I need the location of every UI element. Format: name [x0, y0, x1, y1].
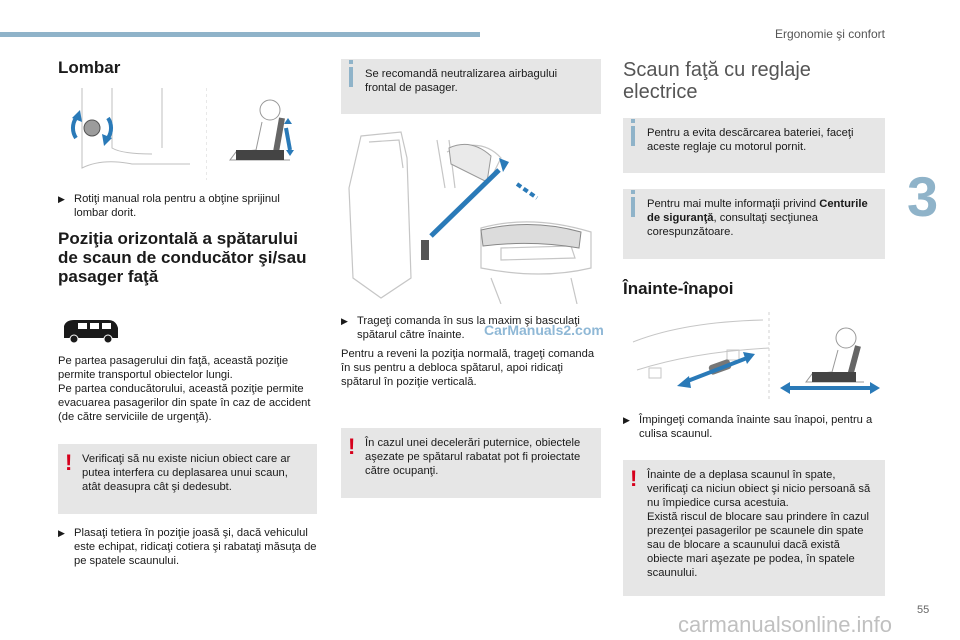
watermark-bottom: carmanualsonline.info	[678, 612, 893, 637]
bullet-arrow-icon: ▶	[58, 194, 65, 204]
lombar-bullet: ▶ Rotiţi manual rola pentru a obţine sprijinul lombar dorit.	[58, 193, 280, 219]
info-box-belts: Pentru mai multe informaţii privind Centurile de siguranţă, consultaţi secţiunea corespunzătoare.	[623, 189, 885, 259]
inainte-title: Înainte-înapoi	[623, 279, 734, 298]
warning-box-col1: ! Verificaţi să nu existe niciun obiect care ar putea interfera cu deplasarea unui scaun, atât deasupra cât şi dedesubt.	[58, 444, 317, 514]
tetiera-bullet: ▶ Plasaţi tetiera în poziţie joasă şi, dacă vehiculul este echipat, ridicaţi cotiera şi rabataţi măsuţa de pe spatele scaunului.	[58, 527, 317, 567]
van-icon	[60, 318, 120, 344]
info-box-battery: Pentru a evita descărcarea bateriei, faceţi aceste reglaje cu motorul pornit.	[623, 118, 885, 173]
fold-para: Pentru a reveni la poziţia normală, trageţi comanda în sus pentru a debloca spătarul, apoi ridicaţi spătarul în poziţie verticală.	[341, 348, 595, 388]
warning-icon: !	[348, 434, 356, 459]
bullet-arrow-icon: ▶	[341, 316, 348, 326]
bullet-arrow-icon: ▶	[58, 528, 65, 538]
section-title: Ergonomie şi confort	[774, 27, 885, 41]
bullet-arrow-icon: ▶	[623, 415, 630, 425]
warning-icon: !	[630, 466, 638, 491]
info-box-airbag: Se recomandă neutralizarea airbagului frontal de pasager.	[341, 59, 601, 114]
warning-icon: !	[65, 450, 73, 475]
folding-seat-illustration	[341, 128, 603, 304]
warning-box-col3: ! Înainte de a deplasa scaunul în spate, verificaţi ca niciun obiect şi nicio persoană să nu împiedice cursa acestuia. Există riscul de blocare sau prindere în cazul prezenţei pasagerilor pe scaunele din spate sau de blocare a scaunului dacă există obiecte mari aşezate pe podea, în spatele scaunului.	[623, 460, 885, 596]
scaun-title: Scaun faţă cu reglaje electrice	[623, 59, 811, 103]
pozitia-para1: Pe partea pasagerului din faţă, această poziţie permite transportul obiectelor lungi.	[58, 355, 289, 381]
slide-bullet: ▶ Împingeţi comanda înainte sau înapoi, pentru a culisa scaunul.	[623, 414, 873, 440]
lumbar-seat-illustration	[206, 88, 318, 180]
watermark-center: CarManuals2.com	[484, 322, 604, 338]
page-number: 55	[917, 604, 930, 616]
warning-box-col2: ! În cazul unei decelerări puternice, obiectele aşezate pe spătarul rabatat pot fi proiectate către ocupanţi.	[341, 428, 601, 498]
seat-slide-illustration	[778, 312, 882, 402]
fold-bullet: ▶ Trageţi comanda în sus la maxim şi basculaţi spătarul către înainte.	[341, 315, 580, 341]
info-icon	[631, 126, 635, 146]
header-bar	[0, 32, 480, 37]
info-icon	[631, 197, 635, 217]
seat-control-illustration	[623, 312, 773, 402]
pozitia-para2: Pe partea conducătorului, această poziţie permite evacuarea pasagerilor din spate în caz de accident (de către serviciile de urgenţă).	[58, 383, 311, 423]
lombar-title: Lombar	[58, 58, 121, 77]
info-icon	[349, 67, 353, 87]
lumbar-knob-illustration	[62, 88, 190, 180]
chapter-number: 3	[907, 165, 939, 228]
pozitia-title: Poziţia orizontală a spătarului de scaun de conducător şi/sau pasager faţă	[58, 229, 307, 286]
